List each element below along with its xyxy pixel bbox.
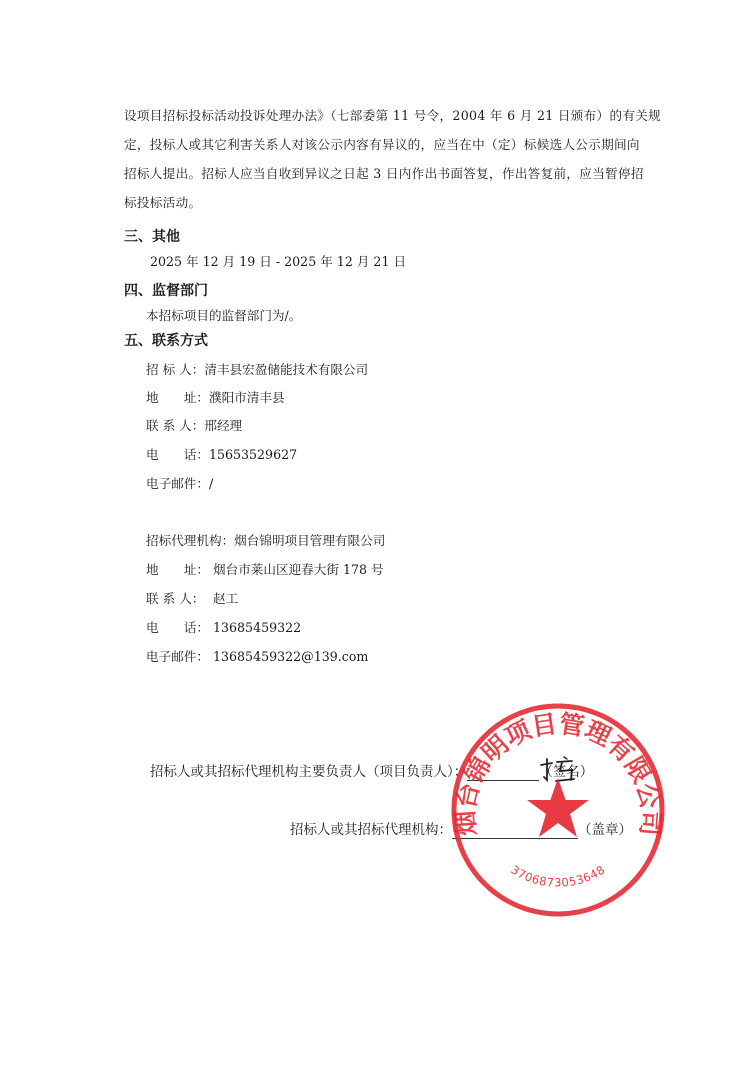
field-label: 联 系 人： xyxy=(146,591,205,606)
supervision-text: 本招标项目的监督部门为/。 xyxy=(146,308,302,323)
agency-contact-row xyxy=(146,588,238,607)
field-value: 濮阳市清丰县 xyxy=(208,390,285,405)
agency-phone-row xyxy=(146,617,301,636)
field-label: 地 址： xyxy=(146,562,209,577)
intro-line: 招标人提出。招标人应当自收到异议之日起 3 日内作出书面答复，作出答复前，应当暂停招 xyxy=(124,166,644,181)
field-value: 清丰县宏盈储能技术有限公司 xyxy=(204,362,369,377)
seal-label: 招标人或其招标代理机构： xyxy=(290,822,452,838)
field-label: 联 系 人： xyxy=(146,418,205,433)
field-value: 赵工 xyxy=(213,591,239,606)
intro-paragraph xyxy=(124,101,664,217)
signature-suffix: （签名） xyxy=(539,764,594,780)
field-label: 招 标 人： xyxy=(146,362,205,377)
seal-star-icon xyxy=(527,778,589,837)
seal-company-name: 烟台锦明项目管理有限公司 xyxy=(450,709,666,837)
tenderer-contact-row xyxy=(146,415,242,434)
field-value: 烟台锦明项目管理有限公司 xyxy=(234,533,386,548)
agency-address-row xyxy=(146,559,384,578)
field-label: 地 址： xyxy=(146,390,209,405)
company-seal xyxy=(448,700,668,920)
intro-line: 标投标活动。 xyxy=(124,195,202,210)
field-value: 13685459322@139.com xyxy=(213,649,369,664)
intro-line: 定，投标人或其它利害关系人对该公示内容有异议的，应当在中（定）标候选人公示期间向 xyxy=(124,137,640,152)
field-value: 13685459322 xyxy=(213,620,302,635)
section-heading-other: 三、其他 xyxy=(124,229,180,245)
seal-code: 3706873053648 xyxy=(508,862,608,890)
tenderer-name-row xyxy=(146,359,368,378)
field-value: 15653529627 xyxy=(208,447,298,462)
field-label: 电子邮件： xyxy=(146,476,209,491)
field-label: 电 话： xyxy=(146,620,209,635)
field-value: 邢经理 xyxy=(204,418,243,433)
signature-label: 招标人或其招标代理机构主要负责人（项目负责人）： xyxy=(150,764,468,780)
publicity-period: 2025 年 12 月 19 日 - 2025 年 12 月 21 日 xyxy=(150,254,407,269)
tenderer-address-row xyxy=(146,387,285,406)
field-label: 电子邮件： xyxy=(146,649,209,664)
agency-email-row xyxy=(146,646,368,665)
field-value: 烟台市莱山区迎春大街 178 号 xyxy=(213,562,384,577)
section-heading-supervision: 四、监督部门 xyxy=(124,283,208,299)
section-heading-contact: 五、联系方式 xyxy=(124,333,208,349)
field-label: 电 话： xyxy=(146,447,209,462)
field-label: 招标代理机构： xyxy=(146,533,235,548)
intro-line: 设项目招标投标活动投诉处理办法》（七部委第 11 号令，2004 年 6 月 21 日颁布）的有关规 xyxy=(124,108,662,123)
field-value: / xyxy=(208,476,214,491)
tenderer-email-row xyxy=(146,473,213,492)
seal-suffix: （盖章） xyxy=(578,822,632,838)
tenderer-phone-row xyxy=(146,444,297,463)
agency-name-row xyxy=(146,530,385,549)
